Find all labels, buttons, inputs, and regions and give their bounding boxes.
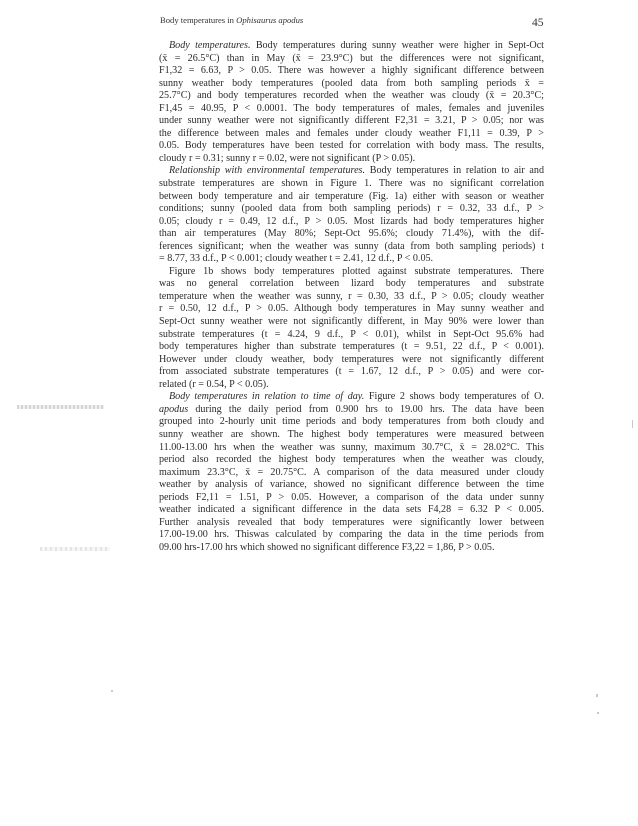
- text-line: [159, 416, 544, 429]
- line-text: Figure 1b shows body temperatures plotted against substrate temperatures. There: [169, 265, 544, 277]
- text-line: [159, 467, 544, 480]
- text-line: [159, 128, 544, 141]
- text-line: [159, 429, 544, 442]
- text-line: [159, 354, 544, 367]
- line-text: than air temperatures (May 80%; Sept-Oct 95.6%; cloudy 71.4%), with the dif-: [159, 228, 544, 240]
- line-text: 0.05; cloudy r = 0.49, 12 d.f., P > 0.05. Most lizards had body temperatures higher: [159, 215, 544, 227]
- line-text: weather by analysis of variance, showed no significant difference between the time: [159, 479, 544, 491]
- line-text: period also recorded the highest body temperatures when the weather was cloudy,: [159, 454, 544, 466]
- text-line: [159, 504, 544, 517]
- line-text: during the daily period from 0.900 hrs to 19.00 hrs. The data have been: [188, 403, 544, 415]
- line-text: Body temperatures in relation to air and: [365, 165, 544, 177]
- text-line: [159, 291, 544, 304]
- line-text: Further analysis revealed that body temperatures were significantly lower between: [159, 516, 544, 528]
- line-text: substrate temperatures are shown in Figure 1. There was no significant correlation: [159, 178, 544, 190]
- line-text: related (r = 0.54, P < 0.05).: [159, 378, 269, 390]
- text-line: [159, 241, 544, 254]
- text-line: [159, 253, 544, 266]
- text-line: [159, 140, 544, 153]
- page-number: 45: [532, 17, 544, 29]
- text-line: [159, 529, 544, 542]
- text-line: [159, 404, 544, 417]
- text-line: [159, 165, 544, 178]
- scan-speck: [111, 690, 113, 692]
- line-text: (x̄ = 26.5°C) than in May (x̄ = 23.9°C) but the differences were not significant,: [159, 52, 544, 64]
- line-text: r = 0.50, 12 d.f., P > 0.05. Although body temperatures in May sunny weather and: [159, 303, 544, 315]
- scan-speck: [596, 694, 598, 697]
- line-text: F1,32 = 6.63, P > 0.05. There was however a highly significant difference between: [159, 65, 544, 77]
- line-text: F1,45 = 40.95, P < 0.0001. The body temperatures of males, females and juveniles: [159, 102, 544, 114]
- section-heading: Body temperatures.: [169, 40, 251, 51]
- text-line: [159, 366, 544, 379]
- text-line: [159, 53, 544, 66]
- text-line: [159, 191, 544, 204]
- text-line: [159, 454, 544, 467]
- line-text: the difference between males and females under cloudy weather F1,11 = 0.39, P >: [159, 127, 544, 139]
- text-line: [159, 341, 544, 354]
- line-text: temperature when the weather was sunny, r = 0.30, 33 d.f., P > 0.05; cloudy weather: [159, 290, 544, 302]
- line-text: maximum 23.3°C, x̄ = 20.75°C. A comparison of the data measured under cloudy: [159, 466, 544, 478]
- running-head-species: Ophisaurus apodus: [236, 15, 304, 25]
- text-line: [159, 329, 544, 342]
- line-text: ferences significant; when the weather was sunny (data from both sampling periods) t: [159, 240, 544, 252]
- line-text: 25.7°C) and body temperatures recorded when the weather was cloudy (x̄ = 20.3°C;: [159, 90, 544, 102]
- text-line: [159, 266, 544, 279]
- scan-speck: [597, 712, 599, 714]
- text-line: [159, 228, 544, 241]
- section-heading: Relationship with environmental temperatures.: [169, 165, 366, 177]
- running-head-prefix: Body temperatures in: [160, 15, 237, 25]
- running-head: [160, 15, 303, 25]
- text-line: [159, 40, 544, 53]
- line-text: under sunny weather were not significantly different F2,31 = 3.21, P > 0.05; nor was: [159, 115, 544, 127]
- line-text: was no general correlation between lizard body temperatures and substrate: [159, 278, 544, 290]
- text-line: [159, 492, 544, 505]
- line-text: 09.00 hrs-17.00 hrs which showed no significant difference F3,22 = 1,86, P > 0.05.: [159, 541, 495, 553]
- text-line: [159, 517, 544, 530]
- line-text: substrate temperatures (t = 4.24, 9 d.f., P < 0.01), whilst in Sept-Oct 95.6% had: [159, 328, 544, 340]
- line-text: periods F2,11 = 1.51, P > 0.05. However, a comparison of the data under sunny: [159, 491, 544, 503]
- text-line: [159, 90, 544, 103]
- line-text: body temperatures higher than substrate temperatures (t = 9.51, 22 d.f., P < 0.001).: [159, 341, 544, 353]
- line-text: Sept-Oct sunny weather were not significantly different, in May 90% were lower than: [159, 316, 544, 328]
- text-line: [159, 115, 544, 128]
- body-text: [159, 40, 544, 554]
- line-text: from associated substrate temperatures (t = 1.67, 12 d.f., P > 0.05) and were cor-: [159, 366, 544, 378]
- line-text: weather indicated a significant difference in the data sets F4,28 = 6.32 P < 0.005.: [159, 504, 544, 516]
- line-text: cloudy r = 0.31; sunny r = 0.02, were not significant (P > 0.05).: [159, 152, 416, 164]
- text-line: [159, 391, 544, 404]
- text-line: [159, 153, 544, 166]
- line-text: = 8.77, 33 d.f., P < 0.001; cloudy weather t = 2.41, 12 d.f., P < 0.05.: [159, 253, 434, 265]
- line-text: between body temperature and air temperature (Fig. 1a) either with season or weather: [159, 190, 544, 202]
- line-text: sunny weather are shown. The highest body temperatures were measured between: [159, 428, 544, 440]
- text-line: [159, 303, 544, 316]
- line-text: 17.00-19.00 hrs. Thiswas calculated by comparing the data in the time periods from: [159, 529, 544, 541]
- section-heading: Body temperatures in relation to time of day.: [169, 391, 365, 403]
- text-line: [159, 379, 544, 392]
- text-line: [159, 203, 544, 216]
- text-line: [159, 316, 544, 329]
- line-text: Figure 2 shows body temperatures of O.: [364, 391, 544, 403]
- text-line: [159, 103, 544, 116]
- text-line: [159, 78, 544, 91]
- scan-smudge: [40, 547, 110, 551]
- text-line: [159, 178, 544, 191]
- text-line: [159, 442, 544, 455]
- line-text: 0.05. Body temperatures have been tested for correlation with body mass. The results,: [159, 140, 544, 152]
- line-text: However under cloudy weather, body temperatures were not significantly different: [159, 353, 544, 365]
- text-line: [159, 278, 544, 291]
- line-text: conditions; sunny (pooled data from both sampling periods) r = 0.32, 33 d.f., P >: [159, 203, 544, 215]
- line-text: 11.00-13.00 hrs when the weather was sunny, maximum 30.7°C, x̄ = 28.02°C. This: [159, 441, 544, 453]
- text-line: [159, 65, 544, 78]
- text-line: [159, 479, 544, 492]
- species-name: apodus: [159, 403, 189, 415]
- text-line: [159, 216, 544, 229]
- line-text: Body temperatures during sunny weather were higher in Sept-Oct: [250, 40, 544, 51]
- scan-smudge: [17, 405, 104, 409]
- line-text: sunny weather body temperatures (pooled data from both sampling periods x̄ =: [159, 77, 544, 89]
- line-text: grouped into 2-hourly unit time periods and body temperatures from both cloudy and: [159, 416, 544, 428]
- scan-speck: [632, 420, 633, 428]
- text-line: [159, 542, 544, 555]
